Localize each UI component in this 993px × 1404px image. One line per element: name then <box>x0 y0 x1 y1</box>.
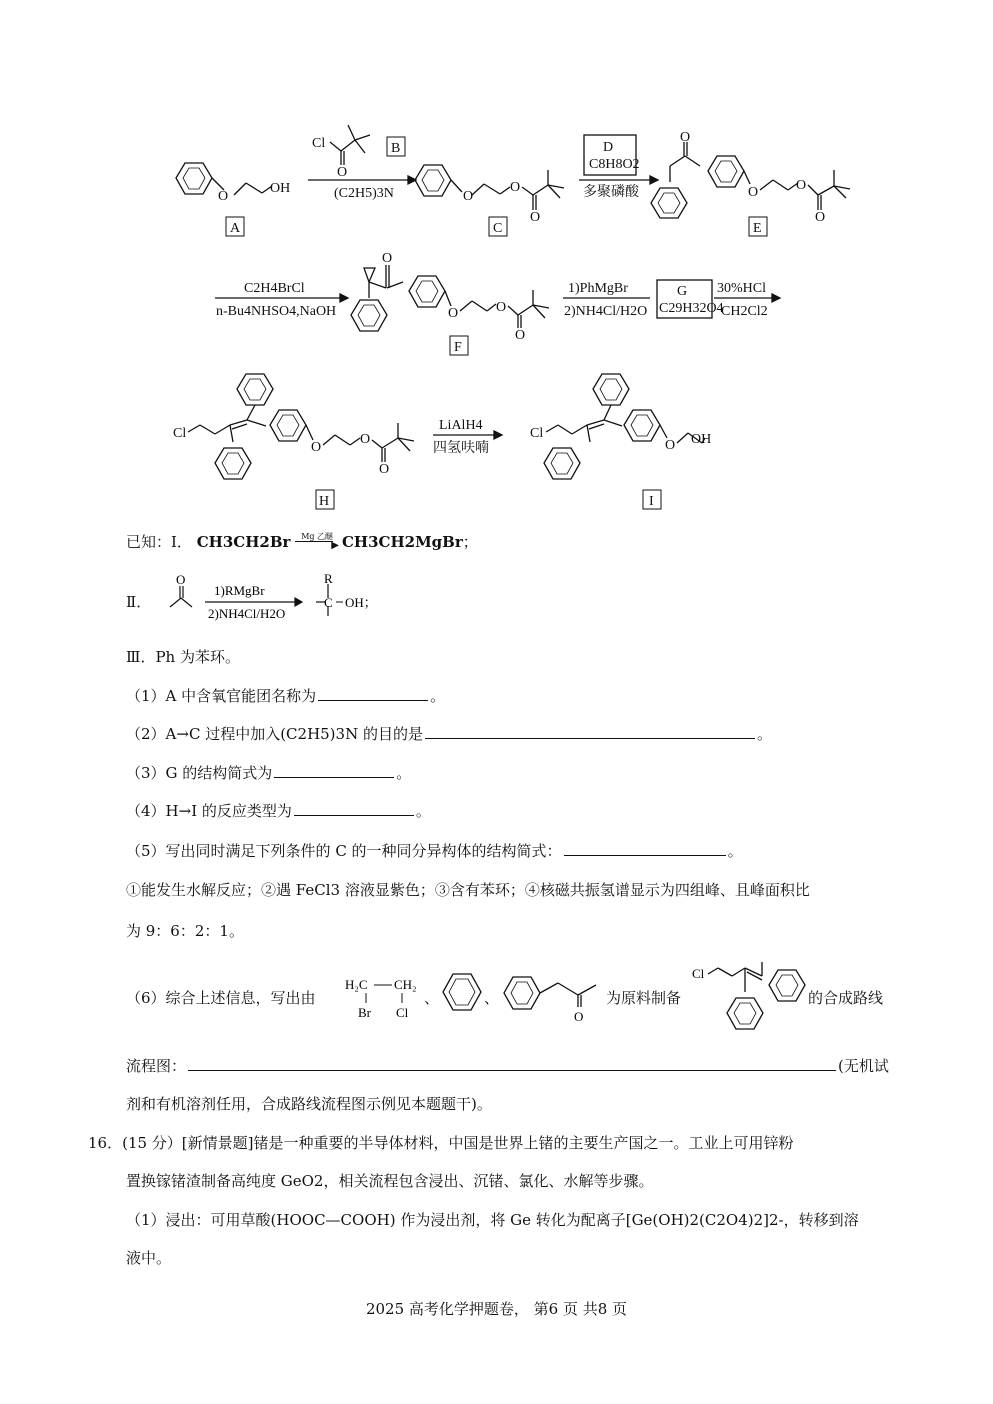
A-OH: OH <box>270 181 291 196</box>
label-E: E <box>753 221 762 236</box>
label-B: B <box>391 141 401 156</box>
known-eq2-R: R <box>324 571 333 586</box>
H-O3: O <box>379 462 390 477</box>
F-O3: O <box>496 300 507 315</box>
reagent-thf: 四氢呋喃 <box>433 441 489 456</box>
svg-text:O: O <box>176 572 186 587</box>
compound-E-structure <box>651 142 850 218</box>
question-1-text: （1）A 中含氧官能团名称为 <box>126 687 317 705</box>
answer-blank-6[interactable] <box>188 1056 836 1071</box>
svg-text:Br: Br <box>358 1005 371 1020</box>
known-eq1-right: CH3CH2MgBr <box>341 533 463 551</box>
reagent-c2h4brcl: C2H4BrCl <box>244 281 305 296</box>
C-O2: O <box>510 180 521 195</box>
D-label: D <box>603 140 614 155</box>
known-eq1-left: CH3CH2Br <box>196 533 291 551</box>
D-formula: C8H8O2 <box>589 157 640 172</box>
page-footer: 2025 高考化学押题卷， 第6 页 共8 页 <box>365 1300 628 1318</box>
known-eq2-reagent1: 1)RMgBr <box>214 583 265 598</box>
question-6-text-c: 的合成路线 <box>808 989 884 1007</box>
question-6-flow: 流程图： (无机试 <box>126 1057 889 1075</box>
E-O2: O <box>748 185 759 200</box>
reagent-phmgbr: 1)PhMgBr <box>568 281 628 296</box>
question-4-text: （4）H→I 的反应类型为 <box>126 802 292 820</box>
question-6-text-b: 为原料制备 <box>606 989 682 1007</box>
G-formula: C29H32O4 <box>659 301 724 316</box>
E-O3: O <box>796 178 807 193</box>
C-O1: O <box>463 189 474 204</box>
answer-blank-1[interactable] <box>318 686 428 701</box>
question-5-conditions-cont: 为 9：6：2：1。 <box>126 922 244 940</box>
question-6-note: 剂和有机溶剂任用，合成路线流程图示例见本题题干)。 <box>126 1095 492 1113</box>
known-intro: 已知：Ⅰ． <box>126 533 192 551</box>
reagent-ptc: n-Bu4NHSO4,NaOH <box>216 304 337 319</box>
I-O: O <box>665 438 676 453</box>
known-eq2-scheme <box>150 570 390 625</box>
I-OH: OH <box>691 432 712 447</box>
reagent-hcl: 30%HCl <box>717 281 766 296</box>
B-Cl: Cl <box>312 136 326 151</box>
label-F: F <box>454 340 462 355</box>
svg-text:Cl: Cl <box>396 1005 409 1020</box>
E-O4: O <box>815 210 826 225</box>
question-16-line3: （1）浸出：可用草酸(HOOC—COOH) 作为浸出剂，将 Ge 转化为配离子[Ge(OH)2(C2O4)2]2-，转移到溶 <box>126 1211 859 1229</box>
compound-B-structure <box>330 125 370 165</box>
question-2-text: （2）A→C 过程中加入(C2H5)3N 的目的是 <box>126 725 423 743</box>
reagent-lialh4: LiAlH4 <box>439 418 483 433</box>
answer-blank-2[interactable] <box>425 724 755 739</box>
question-16-line4: 液中。 <box>126 1249 172 1267</box>
question-16-line2: 置换镓锗渣制备高纯度 GeO2，相关流程包含浸出、沉锗、氯化、水解等步骤。 <box>126 1172 654 1190</box>
I-Cl: Cl <box>530 426 544 441</box>
H-Cl: Cl <box>173 426 187 441</box>
B-O: O <box>337 165 348 180</box>
A-O: O <box>218 189 229 204</box>
svg-text:O: O <box>574 1009 584 1024</box>
known-eq1-arrow: ▶ Mg 乙醚 <box>295 533 337 547</box>
svg-text:C: C <box>324 595 333 610</box>
known-eq2-reagent2: 2)NH4Cl/H2O <box>208 606 286 621</box>
known-eq2-label: Ⅱ． <box>126 593 152 611</box>
known-line-3: Ⅲ．Ph 为苯环。 <box>126 648 240 666</box>
question-16-line1: 16．(15 分）[新情景题]锗是一种重要的半导体材料，中国是世界上锗的主要生产国之一。工业上可用锌粉 <box>88 1134 794 1152</box>
label-C: C <box>493 221 503 236</box>
answer-blank-3[interactable] <box>274 763 394 778</box>
reagent-nh4cl: 2)NH4Cl/H2O <box>564 304 648 319</box>
question-3-text: （3）G 的结构简式为 <box>126 764 273 782</box>
question-3: （3）G 的结构简式为 。 <box>126 764 412 782</box>
F-O4: O <box>515 328 526 343</box>
reagent-triethylamine: (C2H5)3N <box>334 186 394 201</box>
H-O1: O <box>311 440 322 455</box>
known-eq2-OH: OH； <box>345 595 377 610</box>
question-2: （2）A→C 过程中加入(C2H5)3N 的目的是 。 <box>126 725 772 743</box>
F-O1: O <box>382 251 393 266</box>
known-eq1-cond: Mg 乙醚 <box>301 532 334 541</box>
known-line-1: 已知：Ⅰ． CH3CH2Br ▶ Mg 乙醚 CH3CH2MgBr； <box>126 532 478 552</box>
E-O1: O <box>680 130 691 145</box>
svg-text:Cl: Cl <box>692 966 705 981</box>
reagent-ppa: 多聚磷酸 <box>583 185 639 200</box>
label-I: I <box>649 494 654 509</box>
q6-benzene-structure <box>436 970 491 1026</box>
q6-target-structure <box>690 960 808 1040</box>
compound-F-structure <box>351 265 549 331</box>
question-1: （1）A 中含氧官能团名称为 。 <box>126 687 446 705</box>
F-O2: O <box>448 306 459 321</box>
reaction-scheme <box>0 0 993 530</box>
label-A: A <box>230 221 241 236</box>
H-O2: O <box>360 432 371 447</box>
known-line-2 <box>126 570 386 625</box>
question-5-text: （5）写出同时满足下列条件的 C 的一种同分异构体的结构简式： <box>126 842 562 860</box>
question-5-conditions: ①能发生水解反应；②遇 FeCl3 溶液显紫色；③含有苯环；④核磁共振氢谱显示为四组峰、且峰面积比 <box>126 881 810 899</box>
answer-blank-4[interactable] <box>294 801 414 816</box>
reagent-dcm: CH2Cl2 <box>721 304 768 319</box>
svg-text:H₂C: H₂C <box>345 977 368 992</box>
G-label: G <box>677 284 688 299</box>
answer-blank-5[interactable] <box>564 841 726 856</box>
svg-text:CH₂: CH₂ <box>394 977 417 992</box>
question-5: （5）写出同时满足下列条件的 C 的一种同分异构体的结构简式： 。 <box>126 842 743 860</box>
label-H: H <box>319 494 330 509</box>
compound-I-structure <box>544 374 705 479</box>
q6-phenylacetone-structure <box>498 965 608 1025</box>
compound-C-structure <box>415 165 564 210</box>
question-6-text-a: （6）综合上述信息，写出由 <box>126 989 316 1007</box>
C-O3: O <box>530 210 541 225</box>
question-4: （4）H→I 的反应类型为 。 <box>126 802 431 820</box>
